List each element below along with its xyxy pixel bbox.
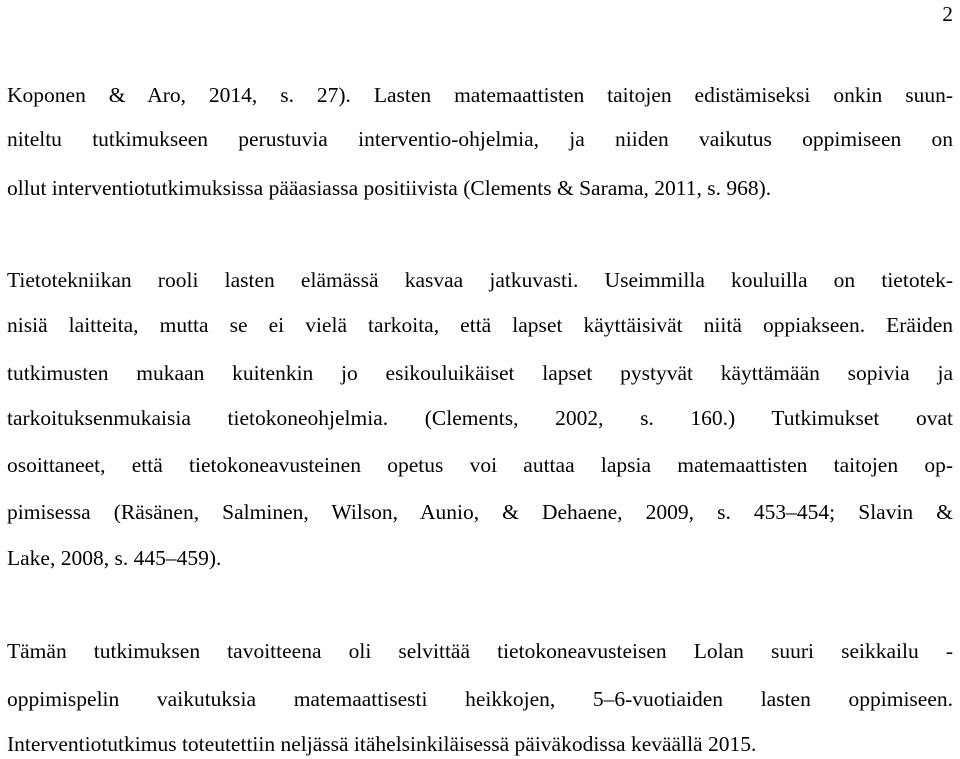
paragraph-line: Tämän tutkimuksen tavoitteena oli selvittää tietokoneavusteisen Lolan suuri seikkailu - xyxy=(7,639,953,663)
paragraph-line: niteltu tutkimukseen perustuvia interventio-ohjelmia, ja niiden vaikutus oppimiseen on xyxy=(7,127,953,151)
paragraph-line: oppimispelin vaikutuksia matemaattisesti heikkojen, 5–6-vuotiaiden lasten oppimiseen. xyxy=(7,687,953,711)
page-number: 2 xyxy=(942,2,953,26)
paragraph-line: Lake, 2008, s. 445–459). xyxy=(7,546,222,570)
paragraph-line: Koponen & Aro, 2014, s. 27). Lasten matemaattisten taitojen edistämiseksi onkin suun- xyxy=(7,83,953,107)
paragraph-line: osoittaneet, että tietokoneavusteinen opetus voi auttaa lapsia matemaattisten taitojen op- xyxy=(7,453,953,477)
paragraph-line: nisiä laitteita, mutta se ei vielä tarkoita, että lapset käyttäisivät niitä oppiakseen. Eräiden xyxy=(7,313,953,337)
paragraph-line: Interventiotutkimus toteutettiin neljässä itähelsinkiläisessä päiväkodissa keväällä 2015. xyxy=(7,732,757,756)
paragraph-line: tarkoituksenmukaisia tietokoneohjelmia. (Clements, 2002, s. 160.) Tutkimukset ovat xyxy=(7,406,953,430)
paragraph-line: ollut interventiotutkimuksissa pääasiassa positiivista (Clements & Sarama, 2011, s. 968). xyxy=(7,176,772,200)
paragraph-line: tutkimusten mukaan kuitenkin jo esikouluikäiset lapset pystyvät käyttämään sopivia ja xyxy=(7,361,953,385)
paragraph-line: pimisessa (Räsänen, Salminen, Wilson, Aunio, & Dehaene, 2009, s. 453–454; Slavin & xyxy=(7,500,953,524)
paragraph-line: Tietotekniikan rooli lasten elämässä kasvaa jatkuvasti. Useimmilla kouluilla on tietotek- xyxy=(7,268,953,292)
